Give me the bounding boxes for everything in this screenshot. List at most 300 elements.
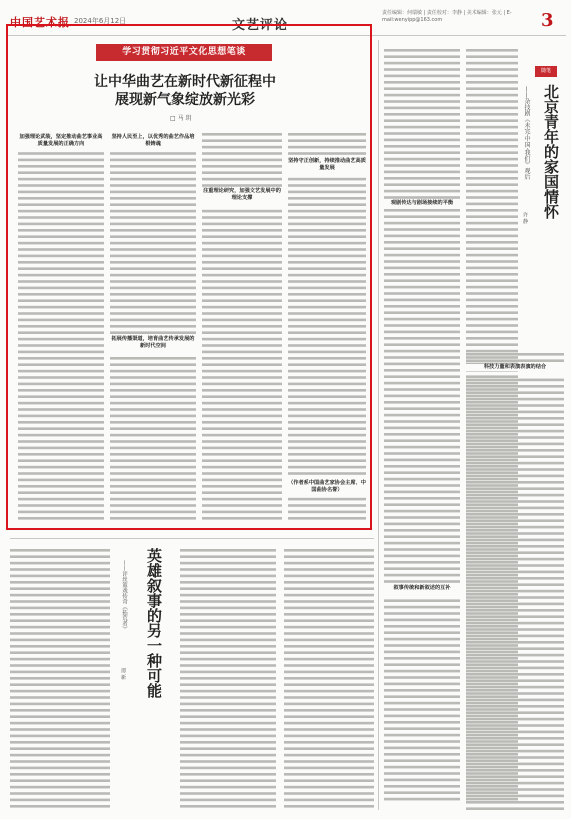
text-line <box>284 587 374 590</box>
text-line <box>18 421 104 424</box>
bottom-article-title[interactable]: 英雄叙事的另一种可能 <box>145 548 163 698</box>
text-line <box>288 274 366 277</box>
text-line <box>202 223 282 226</box>
text-line <box>466 686 564 689</box>
text-line <box>466 107 518 110</box>
text-line <box>10 715 110 718</box>
body-text-texture <box>180 546 276 810</box>
text-line <box>10 581 110 584</box>
text-line <box>18 299 104 302</box>
text-line <box>110 229 196 232</box>
text-line <box>18 427 104 430</box>
text-line <box>202 421 282 424</box>
text-line <box>384 222 460 225</box>
text-line <box>10 651 110 654</box>
text-line <box>10 696 110 699</box>
subhead-1: 加强理论武装，坚定推动曲艺事业高质量发展的正确方向 <box>19 134 103 147</box>
text-line <box>384 766 460 769</box>
text-line <box>384 670 460 673</box>
text-line <box>10 664 110 667</box>
text-line <box>288 389 366 392</box>
text-line <box>384 343 460 346</box>
text-line <box>110 504 196 507</box>
text-line <box>466 171 518 174</box>
text-line <box>384 81 460 84</box>
text-line <box>110 466 196 469</box>
text-line <box>384 619 460 622</box>
text-line <box>384 331 460 334</box>
text-line <box>202 229 282 232</box>
text-line <box>10 613 110 616</box>
text-line <box>466 343 518 346</box>
text-line <box>384 465 460 468</box>
text-line <box>384 356 460 359</box>
text-line <box>384 727 460 730</box>
text-line <box>202 338 282 341</box>
featured-column-1 <box>18 130 104 520</box>
text-line <box>466 379 564 382</box>
text-line <box>288 376 366 379</box>
text-line <box>18 319 104 322</box>
text-line <box>284 671 374 674</box>
text-line <box>10 639 110 642</box>
text-line <box>384 663 460 666</box>
text-line <box>384 523 460 526</box>
text-line <box>18 287 104 290</box>
text-line <box>384 190 460 193</box>
subhead-3: 注重理论研究，加强文艺发展中的理论支撑 <box>203 188 281 201</box>
text-line <box>384 580 460 583</box>
text-line <box>284 555 374 558</box>
text-line <box>466 660 564 663</box>
text-line <box>466 462 564 465</box>
text-line <box>466 673 564 676</box>
text-line <box>10 568 110 571</box>
text-line <box>288 331 366 334</box>
text-line <box>18 511 104 514</box>
text-line <box>110 223 196 226</box>
right-subhead-3: 叙事传统和新叙述的互补 <box>384 585 460 592</box>
text-line <box>110 357 196 360</box>
text-line <box>384 612 460 615</box>
text-line <box>10 594 110 597</box>
text-line <box>466 571 564 574</box>
text-line <box>288 466 366 469</box>
text-line <box>10 792 110 795</box>
text-line <box>284 626 374 629</box>
text-line <box>202 319 282 322</box>
text-line <box>110 447 196 450</box>
text-line <box>288 453 366 456</box>
text-line <box>110 184 196 187</box>
text-line <box>18 197 104 200</box>
text-line <box>18 165 104 168</box>
text-line <box>10 735 110 738</box>
text-line <box>18 248 104 251</box>
text-line <box>10 677 110 680</box>
text-line <box>466 164 518 167</box>
right-column-3 <box>466 350 564 810</box>
text-line <box>202 415 282 418</box>
text-line <box>110 440 196 443</box>
text-line <box>466 737 564 740</box>
text-line <box>18 479 104 482</box>
text-line <box>466 411 564 414</box>
text-line <box>466 705 564 708</box>
text-line <box>384 267 460 270</box>
text-line <box>202 274 282 277</box>
text-line <box>202 453 282 456</box>
text-line <box>18 447 104 450</box>
text-line <box>10 747 110 750</box>
text-line <box>466 391 564 394</box>
text-line <box>110 395 196 398</box>
text-line <box>180 581 276 584</box>
text-line <box>202 280 282 283</box>
text-line <box>202 383 282 386</box>
text-line <box>18 152 104 155</box>
text-line <box>466 807 564 810</box>
text-line <box>18 389 104 392</box>
text-line <box>466 49 518 52</box>
text-line <box>202 485 282 488</box>
text-line <box>284 767 374 770</box>
text-line <box>110 331 196 334</box>
text-line <box>202 434 282 437</box>
text-line <box>180 683 276 686</box>
text-line <box>466 532 564 535</box>
text-line <box>110 274 196 277</box>
text-line <box>384 87 460 90</box>
text-line <box>10 722 110 725</box>
text-line <box>18 171 104 174</box>
text-line <box>18 255 104 258</box>
text-line <box>110 498 196 501</box>
text-line <box>180 568 276 571</box>
text-line <box>466 158 518 161</box>
text-line <box>180 696 276 699</box>
text-line <box>466 385 564 388</box>
body-text-texture <box>18 130 104 520</box>
text-line <box>284 779 374 782</box>
text-line <box>466 756 564 759</box>
text-line <box>384 62 460 65</box>
text-line <box>288 287 366 290</box>
text-line <box>466 475 564 478</box>
text-line <box>288 210 366 213</box>
text-line <box>288 255 366 258</box>
text-line <box>18 178 104 181</box>
text-line <box>466 641 564 644</box>
text-line <box>110 472 196 475</box>
text-line <box>284 639 374 642</box>
text-line <box>384 145 460 148</box>
text-line <box>384 94 460 97</box>
text-line <box>288 383 366 386</box>
text-line <box>288 344 366 347</box>
text-line <box>466 622 564 625</box>
text-line <box>384 753 460 756</box>
text-line <box>284 760 374 763</box>
text-line <box>384 427 460 430</box>
text-line <box>18 357 104 360</box>
essay-tag: 随笔 <box>535 66 557 77</box>
text-line <box>384 740 460 743</box>
text-line <box>18 210 104 213</box>
text-line <box>288 472 366 475</box>
text-line <box>466 500 564 503</box>
text-line <box>10 786 110 789</box>
text-line <box>384 772 460 775</box>
text-line <box>384 388 460 391</box>
text-line <box>18 466 104 469</box>
text-line <box>466 337 518 340</box>
text-line <box>288 203 366 206</box>
text-line <box>180 664 276 667</box>
text-line <box>384 196 460 199</box>
text-line <box>110 363 196 366</box>
text-line <box>10 690 110 693</box>
featured-column-3 <box>202 130 282 520</box>
text-line <box>466 628 564 631</box>
text-line <box>10 683 110 686</box>
text-line <box>180 562 276 565</box>
text-line <box>10 600 110 603</box>
text-line <box>466 782 564 785</box>
text-line <box>284 747 374 750</box>
text-line <box>288 146 366 149</box>
text-line <box>288 338 366 341</box>
text-line <box>180 619 276 622</box>
text-line <box>110 415 196 418</box>
text-line <box>384 260 460 263</box>
text-line <box>284 645 374 648</box>
text-line <box>202 351 282 354</box>
text-line <box>466 654 564 657</box>
text-line <box>466 750 564 753</box>
text-line <box>288 235 366 238</box>
text-line <box>384 139 460 142</box>
right-article-title[interactable]: 北京青年的家国情怀 <box>542 84 560 219</box>
text-line <box>18 440 104 443</box>
text-line <box>18 434 104 437</box>
text-line <box>202 146 282 149</box>
text-line <box>202 376 282 379</box>
text-line <box>202 331 282 334</box>
text-line <box>288 415 366 418</box>
text-line <box>284 651 374 654</box>
text-line <box>110 255 196 258</box>
text-line <box>384 375 460 378</box>
text-line <box>202 447 282 450</box>
text-line <box>202 440 282 443</box>
text-line <box>466 769 564 772</box>
text-line <box>288 242 366 245</box>
text-line <box>466 801 564 804</box>
text-line <box>110 152 196 155</box>
text-line <box>18 408 104 411</box>
text-line <box>384 382 460 385</box>
text-line <box>466 62 518 65</box>
text-line <box>202 370 282 373</box>
text-line <box>284 632 374 635</box>
text-line <box>180 626 276 629</box>
text-line <box>110 306 196 309</box>
text-line <box>18 517 104 520</box>
text-line <box>384 401 460 404</box>
text-line <box>284 568 374 571</box>
text-line <box>284 581 374 584</box>
bottom-article-author: 谭 新 <box>120 668 126 680</box>
issue-date: 2024年6月12日 <box>74 17 127 25</box>
text-line <box>384 676 460 679</box>
text-line <box>180 709 276 712</box>
text-line <box>466 305 518 308</box>
text-line <box>180 741 276 744</box>
text-line <box>384 151 460 154</box>
text-line <box>384 119 460 122</box>
text-line <box>180 690 276 693</box>
horizontal-divider <box>10 538 374 539</box>
text-line <box>466 222 518 225</box>
text-line <box>288 402 366 405</box>
text-line <box>384 158 460 161</box>
page-number: 3 <box>541 10 554 31</box>
text-line <box>18 344 104 347</box>
text-line <box>466 177 518 180</box>
text-line <box>180 799 276 802</box>
author-note: （作者系中国曲艺家协会主席、中国曲协名誉） <box>288 480 366 493</box>
author-name: 马 玥 <box>177 115 192 122</box>
text-line <box>284 664 374 667</box>
text-line <box>466 615 564 618</box>
text-line <box>384 49 460 52</box>
text-line <box>466 126 518 129</box>
text-line <box>384 759 460 762</box>
text-line <box>284 690 374 693</box>
text-line <box>466 443 564 446</box>
text-line <box>18 370 104 373</box>
text-line <box>466 558 564 561</box>
text-line <box>384 171 460 174</box>
author-mark: □ <box>170 115 178 122</box>
text-line <box>288 459 366 462</box>
text-line <box>384 535 460 538</box>
text-line <box>110 459 196 462</box>
text-line <box>10 760 110 763</box>
featured-column-4 <box>288 130 366 520</box>
text-line <box>10 741 110 744</box>
text-line <box>466 724 564 727</box>
text-line <box>466 139 518 142</box>
text-line <box>384 683 460 686</box>
text-line <box>284 696 374 699</box>
text-line <box>284 728 374 731</box>
text-line <box>202 216 282 219</box>
text-line <box>384 484 460 487</box>
text-line <box>384 542 460 545</box>
text-line <box>288 504 366 507</box>
text-line <box>288 133 366 136</box>
text-line <box>18 402 104 405</box>
text-line <box>288 408 366 411</box>
text-line <box>180 805 276 808</box>
text-line <box>466 795 564 798</box>
text-line <box>288 184 366 187</box>
text-line <box>284 594 374 597</box>
text-line <box>180 645 276 648</box>
text-line <box>466 603 564 606</box>
text-line <box>288 517 366 520</box>
text-line <box>110 370 196 373</box>
text-line <box>466 324 518 327</box>
text-line <box>288 363 366 366</box>
text-line <box>466 311 518 314</box>
text-line <box>288 319 366 322</box>
text-line <box>466 417 564 420</box>
editor-credits: 责任编辑：何瑞敏 | 责任校对：李静 | 美术编辑：张元 | E-mail:wenyipp@163.com <box>382 10 512 23</box>
article-headline[interactable] <box>20 73 350 109</box>
text-line <box>466 235 518 238</box>
text-line <box>18 383 104 386</box>
text-line <box>202 165 282 168</box>
text-line <box>284 575 374 578</box>
text-line <box>284 703 374 706</box>
text-line <box>18 485 104 488</box>
subhead-2: 坚持人民至上，以优秀的曲艺作品培根铸魂 <box>111 134 195 147</box>
text-line <box>284 799 374 802</box>
text-line <box>466 436 564 439</box>
text-line <box>202 242 282 245</box>
text-line <box>466 449 564 452</box>
text-line <box>110 427 196 430</box>
text-line <box>10 671 110 674</box>
text-line <box>288 511 366 514</box>
text-line <box>110 479 196 482</box>
body-text-texture <box>384 46 460 806</box>
text-line <box>284 619 374 622</box>
text-line <box>288 248 366 251</box>
text-line <box>180 728 276 731</box>
text-line <box>110 491 196 494</box>
text-line <box>384 798 460 801</box>
text-line <box>10 619 110 622</box>
text-line <box>466 228 518 231</box>
text-line <box>202 402 282 405</box>
featured-column-2 <box>110 130 196 520</box>
text-line <box>288 280 366 283</box>
text-line <box>384 235 460 238</box>
text-line <box>18 293 104 296</box>
text-line <box>202 184 282 187</box>
text-line <box>384 241 460 244</box>
text-line <box>202 267 282 270</box>
text-line <box>10 773 110 776</box>
text-line <box>466 731 564 734</box>
text-line <box>180 677 276 680</box>
text-line <box>180 760 276 763</box>
text-line <box>384 644 460 647</box>
text-line <box>180 594 276 597</box>
text-line <box>18 235 104 238</box>
text-line <box>10 607 110 610</box>
text-line <box>18 267 104 270</box>
text-line <box>466 763 564 766</box>
text-line <box>288 197 366 200</box>
text-line <box>18 338 104 341</box>
text-line <box>202 511 282 514</box>
text-line <box>466 545 564 548</box>
